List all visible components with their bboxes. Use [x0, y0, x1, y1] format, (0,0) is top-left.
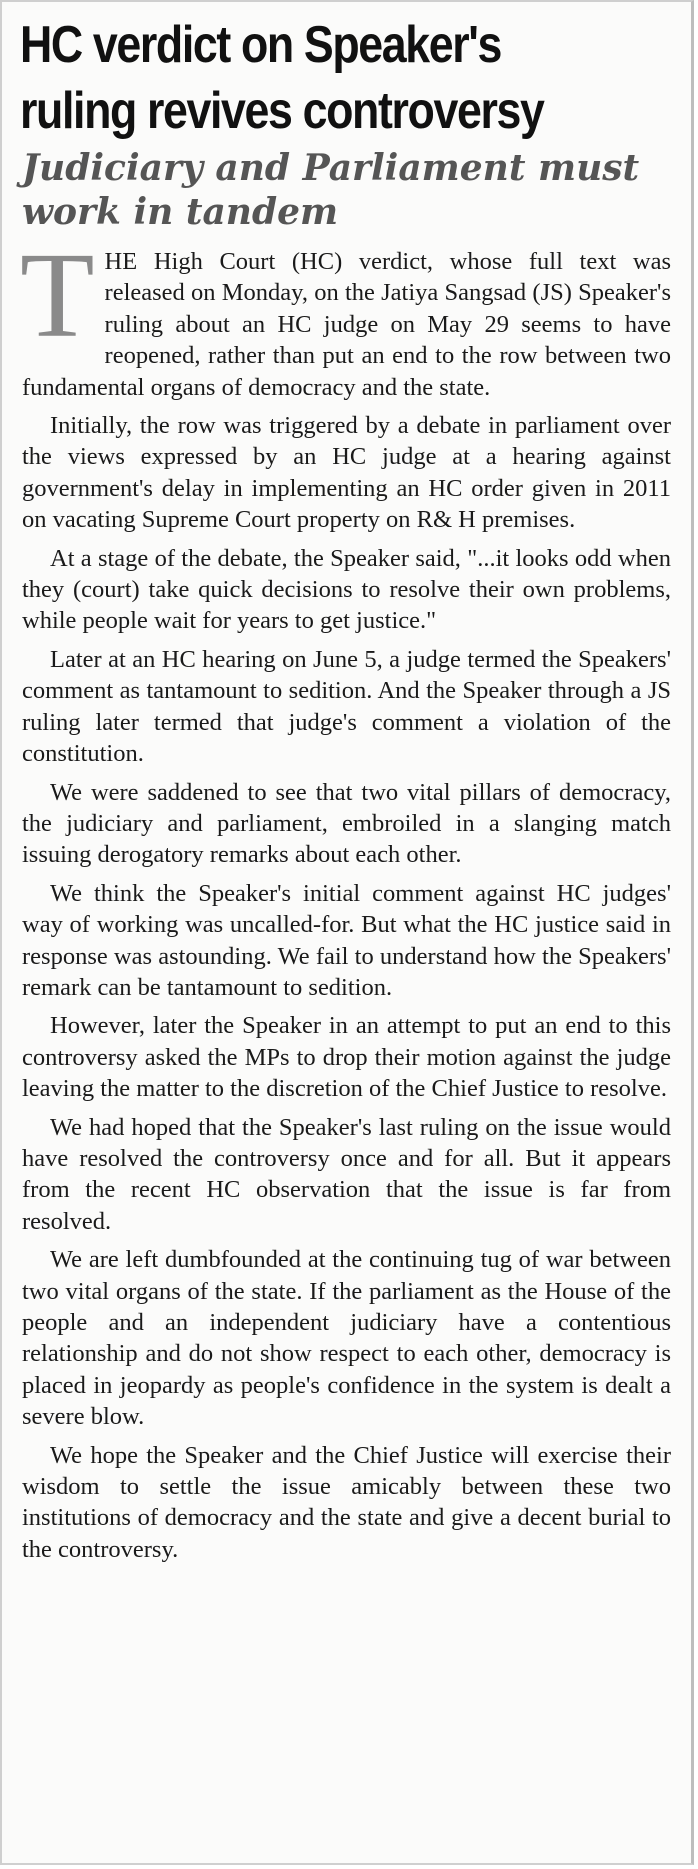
- headline: [20, 12, 622, 144]
- subheadline: Judiciary and Parliament must work in tandem: [22, 147, 640, 233]
- paragraph: Later at an HC hearing on June 5, a judge termed the Speakers' comment as tantamount to sedition. And the Speaker through a JS ruling later termed that judge's comment a violation of the constitution.: [22, 645, 671, 768]
- drop-cap: T: [20, 228, 95, 363]
- paragraph: We were saddened to see that two vital pillars of democracy, the judiciary and parliament, embroiled in a slanging match issuing derogatory remarks about each other.: [22, 778, 671, 869]
- paragraph: We had hoped that the Speaker's last ruling on the issue would have resolved the controversy once and for all. But it appears from the recent HC observation that the issue is far from resolved.: [22, 1113, 671, 1235]
- article-body: [20, 228, 671, 1565]
- paragraph: Initially, the row was triggered by a debate in parliament over the views expressed by an HC judge at a hearing against government's delay in implementing an HC order given in 2011 on vacating Supreme Court property on R& H premises.: [22, 412, 671, 534]
- paragraph: We are left dumbfounded at the continuing tug of war between two vital organs of the state. If the parliament as the House of the people and an independent judiciary have a contentious relationship and do not show respect to each other, democracy is placed in jeopardy as people's confidence in the system is dealt a severe blow.: [22, 1246, 671, 1431]
- headline-line-1: HC verdict on Speaker's: [20, 16, 502, 74]
- paragraph: [20, 228, 671, 403]
- headline-line-2: ruling revives controversy: [20, 82, 544, 140]
- paragraph-text: HE High Court (HC) verdict, whose full text was released on Monday, on the Jatiya Sangsad (JS) Speaker's ruling about an HC judge on May 29 seems to have reopened, rather than put an end to the row between two fundamental organs of democracy and the state.: [22, 248, 671, 401]
- paragraph: We hope the Speaker and the Chief Justice will exercise their wisdom to settle the issue amicably between these two institutions of democracy and the state and give a decent burial to the controversy.: [22, 1441, 671, 1563]
- paragraph: However, later the Speaker in an attempt to put an end to this controversy asked the MPs to drop their motion against the judge leaving the matter to the discretion of the Chief Justice to resolve.: [22, 1012, 671, 1103]
- paragraph: We think the Speaker's initial comment against HC judges' way of working was uncalled-for. But what the HC justice said in response was astounding. We fail to understand how the Speakers' remark can be tantamount to sedition.: [22, 879, 671, 1001]
- paragraph: At a stage of the debate, the Speaker said, "...it looks odd when they (court) take quick decisions to resolve their own problems, while people wait for years to get justice.": [22, 544, 671, 635]
